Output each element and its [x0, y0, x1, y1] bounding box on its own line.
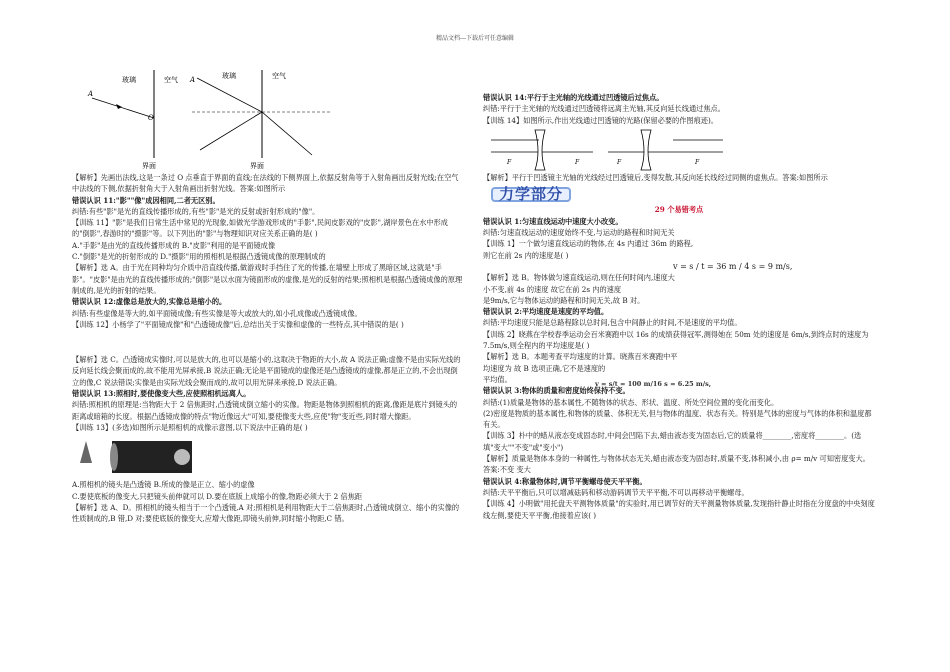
refraction-figure: [72, 60, 464, 172]
label-glass-1: 玻璃: [122, 76, 136, 84]
exercise-13-options-cd: C.要使底板的像变大,只把镜头前伸就可以 D.要在底版上成缩小的像,物距必须大于 2 倍焦距: [72, 491, 363, 501]
analysis-12: 【解析】选 C。凸透镜成实像时,可以是放大的,也可以是缩小的,这取决于物距的大小,故 A 说法正确;虚像不是由实际光线的反向延长线会聚而成的,故不能用光屏承接,B 说法正确;无论是平面镜成的虚像还是凸透镜成的虚像,都是正立的,不会出现倒立的像,C 说法错误;实像是由实际光线会聚而成的,故可以用光屏来承接,D 说法正确。: [72, 355, 461, 387]
label-interface-2: 界面: [250, 162, 264, 170]
analysis-2-line-2: 均速度为 故 B 选项正确,它不是速度的: [483, 363, 606, 373]
analysis-1-line-3: 是9m/s,它与物体运动的路程和时间无关,故 B 对。: [483, 295, 645, 305]
analysis-2-line-1: 【解析】选 B。本题考查平均速度的计算。晓燕百米赛跑中平: [483, 352, 678, 362]
analysis-1: 【解析】先画出法线,这是一条过 O 点垂直于界面的直线;在法线的下侧界面上,依据反射角等于入射角画出反射光线;在空气中法线的下侧,依据折射角大于入射角画出折射光线。答案:如图所示: [72, 173, 459, 194]
velocity-formula: v = s / t = 36 m / 4 s = 9 m/s,: [673, 261, 793, 271]
exercise-1: 【训练 1】一个做匀速直线运动的物体,在 4s 内通过 36m 的路程,: [483, 239, 694, 249]
label-air-2: 空气: [272, 72, 286, 80]
exercise-11-options-ab: A."手影"是由光的直线传播形成的 B."皮影"利用的是平面镜成像: [72, 240, 276, 250]
label-air-1: 空气: [164, 76, 178, 84]
focus-label-2b: F: [695, 158, 700, 166]
correction-12: 纠错:有些虚像是等大的,如平面镜成像;有些实像是等大或放大的,如小孔成像或凸透镜成像。: [72, 308, 362, 318]
correction-11: 纠错:有些"影"是光的直线传播形成的,有些"影"是光的反射或折射形成的"像"。: [72, 206, 320, 216]
error-heading-13: 错误认识 13:照相时,要使像变大些,应使照相机远离人。: [72, 389, 251, 399]
analysis-1-line-1: 【解析】选 B。物体做匀速直线运动,则在任何时间内,速度大: [483, 273, 675, 283]
refracted-ray-2: [262, 112, 312, 155]
error-heading-4: 错误认识 4:称量物体时,调节平衡螺母使天平平衡。: [483, 476, 647, 486]
exercise-1-question: 则它在前 2s 内的速度是( ): [483, 250, 569, 260]
incident-ray-2: [197, 78, 262, 112]
correction-4: 纠错:天平平衡后,只可以增减砝码和移动游码调节天平平衡,不可以再移动平衡螺母。: [483, 487, 749, 497]
analysis-2-line-3: 平均值。: [483, 374, 512, 384]
exercise-14: 【训练 14】如图所示,作出光线通过凹透镜的光路(保留必要的作图痕迹)。: [483, 115, 718, 125]
exercise-13-options-ab: A.照相机的镜头是凸透镜 B.所成的像是正立、缩小的虚像: [72, 480, 255, 490]
concave-lens-figure: [483, 126, 875, 172]
section-title: 29 个易错考点: [654, 205, 704, 215]
focus-label-1a: F: [507, 158, 512, 166]
arrow-1: [116, 104, 122, 109]
exercise-11-options-cd: C."倒影"是光的折射形成的 D."摄影"用的照相机是根据凸透镜成像的原理制成的: [72, 252, 326, 262]
incident-ray-1: [92, 98, 154, 118]
error-heading-2: 错误认识 2:平均速度是速度的平均值。: [483, 307, 609, 317]
correction-3b: (2)密度是物质的基本属性,和物体的质量、体积无关,但与物体的温度、状态有关。特别是气体的密度与气体的体积和温度都有关。: [483, 408, 872, 430]
focus-label-1b: F: [575, 158, 580, 166]
exercise-13: 【训练 13】(多选)如图所示是照相机的成像示意图,以下说法中正确的是( ): [72, 422, 308, 432]
camera-lens: [110, 443, 118, 471]
error-heading-14: 错误认识 14:平行于主光轴的光线通过凹透镜后过焦点。: [483, 93, 664, 102]
analysis-1-line-2: 小不变,前 4s 的速度 故它在前 2s 内的速度: [483, 284, 622, 294]
candle-object: [80, 441, 92, 463]
exercise-11: 【训练 11】"影"是我们日常生活中常见的光现象,如做光学游戏形成的"手影",民间皮影戏的"皮影",湖岸景色在水中形成的"倒影",春游时的"摄影"等。以下列出的"影"与物理知识对应关系正确的是( ): [72, 218, 448, 239]
analysis-11: 【解析】选 A。由于光在同种均匀介质中沿直线传播,做游戏时手挡住了光的传播,在墙壁上形成了黑暗区域,这就是"手影"。"皮影"是由光的直线传播形成的;"倒影"是以水面为镜面形成的虚像,是光的反射的结果;照相机是根据凸透镜成像的原理制成的,是光的折射的结果。: [72, 263, 463, 295]
correction-2: 纠错:平均速度只能是总路程除以总时间,包含中间静止的时间,不是速度的平均值。: [483, 318, 742, 328]
label-glass-2: 玻璃: [222, 72, 236, 80]
concave-lens-1: [535, 130, 545, 170]
exercise-3: 【训练 3】朴中的蜡从液态变成固态时,中间会凹陷下去,蜡由液态变为固态后,它的质量将________,密度将________。(选填"变大""不变"或"变小"): [483, 431, 862, 452]
concave-lens-2: [641, 130, 651, 170]
label-interface-1: 界面: [142, 162, 156, 170]
correction-14: 纠错:平行于主光轴的光线通过凹透镜将远离主光轴,其反向延长线通过焦点。: [483, 104, 725, 114]
label-a-2: A: [190, 76, 196, 84]
label-o-1: O: [148, 114, 154, 122]
page-header: 精品文档---下载后可任意编辑: [435, 35, 515, 42]
label-a-1: A: [88, 90, 94, 98]
overlap-formula: v = s/t = 100 m/16 s = 6.25 m/s,: [595, 380, 712, 389]
image-on-film: [174, 449, 190, 465]
error-heading-3: [483, 380, 875, 396]
reflected-ray-2: [200, 112, 262, 150]
left-column: [72, 60, 464, 524]
correction-13: 纠错:照相机的原理是:当物距大于 2 倍焦距时,凸透镜成倒立缩小的实像。物距是物体到照相机的距离,像距是底片到镜头的距离或暗箱的长度。根据凸透镜成像的特点"物近像远大"可知,要使像变大些,应使"物"变近些,同时增大像距。: [72, 400, 458, 421]
error-heading-3-text: 错误认识 3:物体的质量和密度始终保持不变。: [483, 386, 630, 396]
analysis-13: 【解析】选 A、D。照相机的镜头相当于一个凸透镜,A 对;照相机是利用物距大于二倍焦距时,凸透镜成倒立、缩小的实像的性质制成的,B 错,D 对;要使底版的像变大,应增大像距,即镜头前伸,同时缩小物距,C 错。: [72, 502, 460, 524]
exercise-4: 【训练 4】小明做"用托盘天平测物体质量"的实验时,用已调节好的天平测量物体质量,发现指针静止时指在分度盘的中央刻度线左侧,要使天平平衡,他接着应该( ): [483, 499, 875, 520]
focus-label-2a: F: [617, 158, 622, 166]
correction-3a: 纠错:(1)质量是物体的基本属性,不随物体的状态、形状、温度、所处空间位置的变化而变化。: [483, 397, 779, 407]
error-heading-11: 错误认识 11:"影""像"成因相同,二者无区别。: [72, 195, 220, 205]
correction-1: 纠错:匀速直线运动的速度始终不变,与运动的路程和时间无关: [483, 228, 675, 238]
exercise-2: 【训练 2】晓燕在学校春季运动会百米赛跑中以 16s 的成绩获得冠军,测得她在 50m 处的速度是 6m/s,到终点时的速度为 7.5m/s,则全程内的平均速度是( ): [483, 329, 869, 351]
error-heading-1: 错误认识 1:匀速直线运动中速度大小改变。: [483, 216, 623, 226]
exercise-12: 【训练 12】小杨学了"平面镜成像"和"凸透镜成像"后,总结出关于实像和虚像的一些特点,其中错误的是( ): [72, 319, 404, 329]
analysis-14: 【解析】平行于凹透镜主光轴的光线经过凹透镜后,变得发散,其反向延长线经过同侧的虚焦点。答案:如图所示: [483, 172, 828, 182]
analysis-3: 【解析】质量是物体本身的一种属性,与物体状态无关,蜡由液态变为固态时,质量不变,体积减小,由 ρ= m/v 可知密度变大。答案:不变 变大: [483, 454, 870, 475]
mechanics-banner: 力学部分: [491, 187, 571, 202]
error-heading-12: 错误认识 12:虚像总是放大的,实像总是缩小的。: [72, 297, 227, 307]
right-column: [483, 92, 875, 521]
camera-figure: [72, 433, 212, 479]
